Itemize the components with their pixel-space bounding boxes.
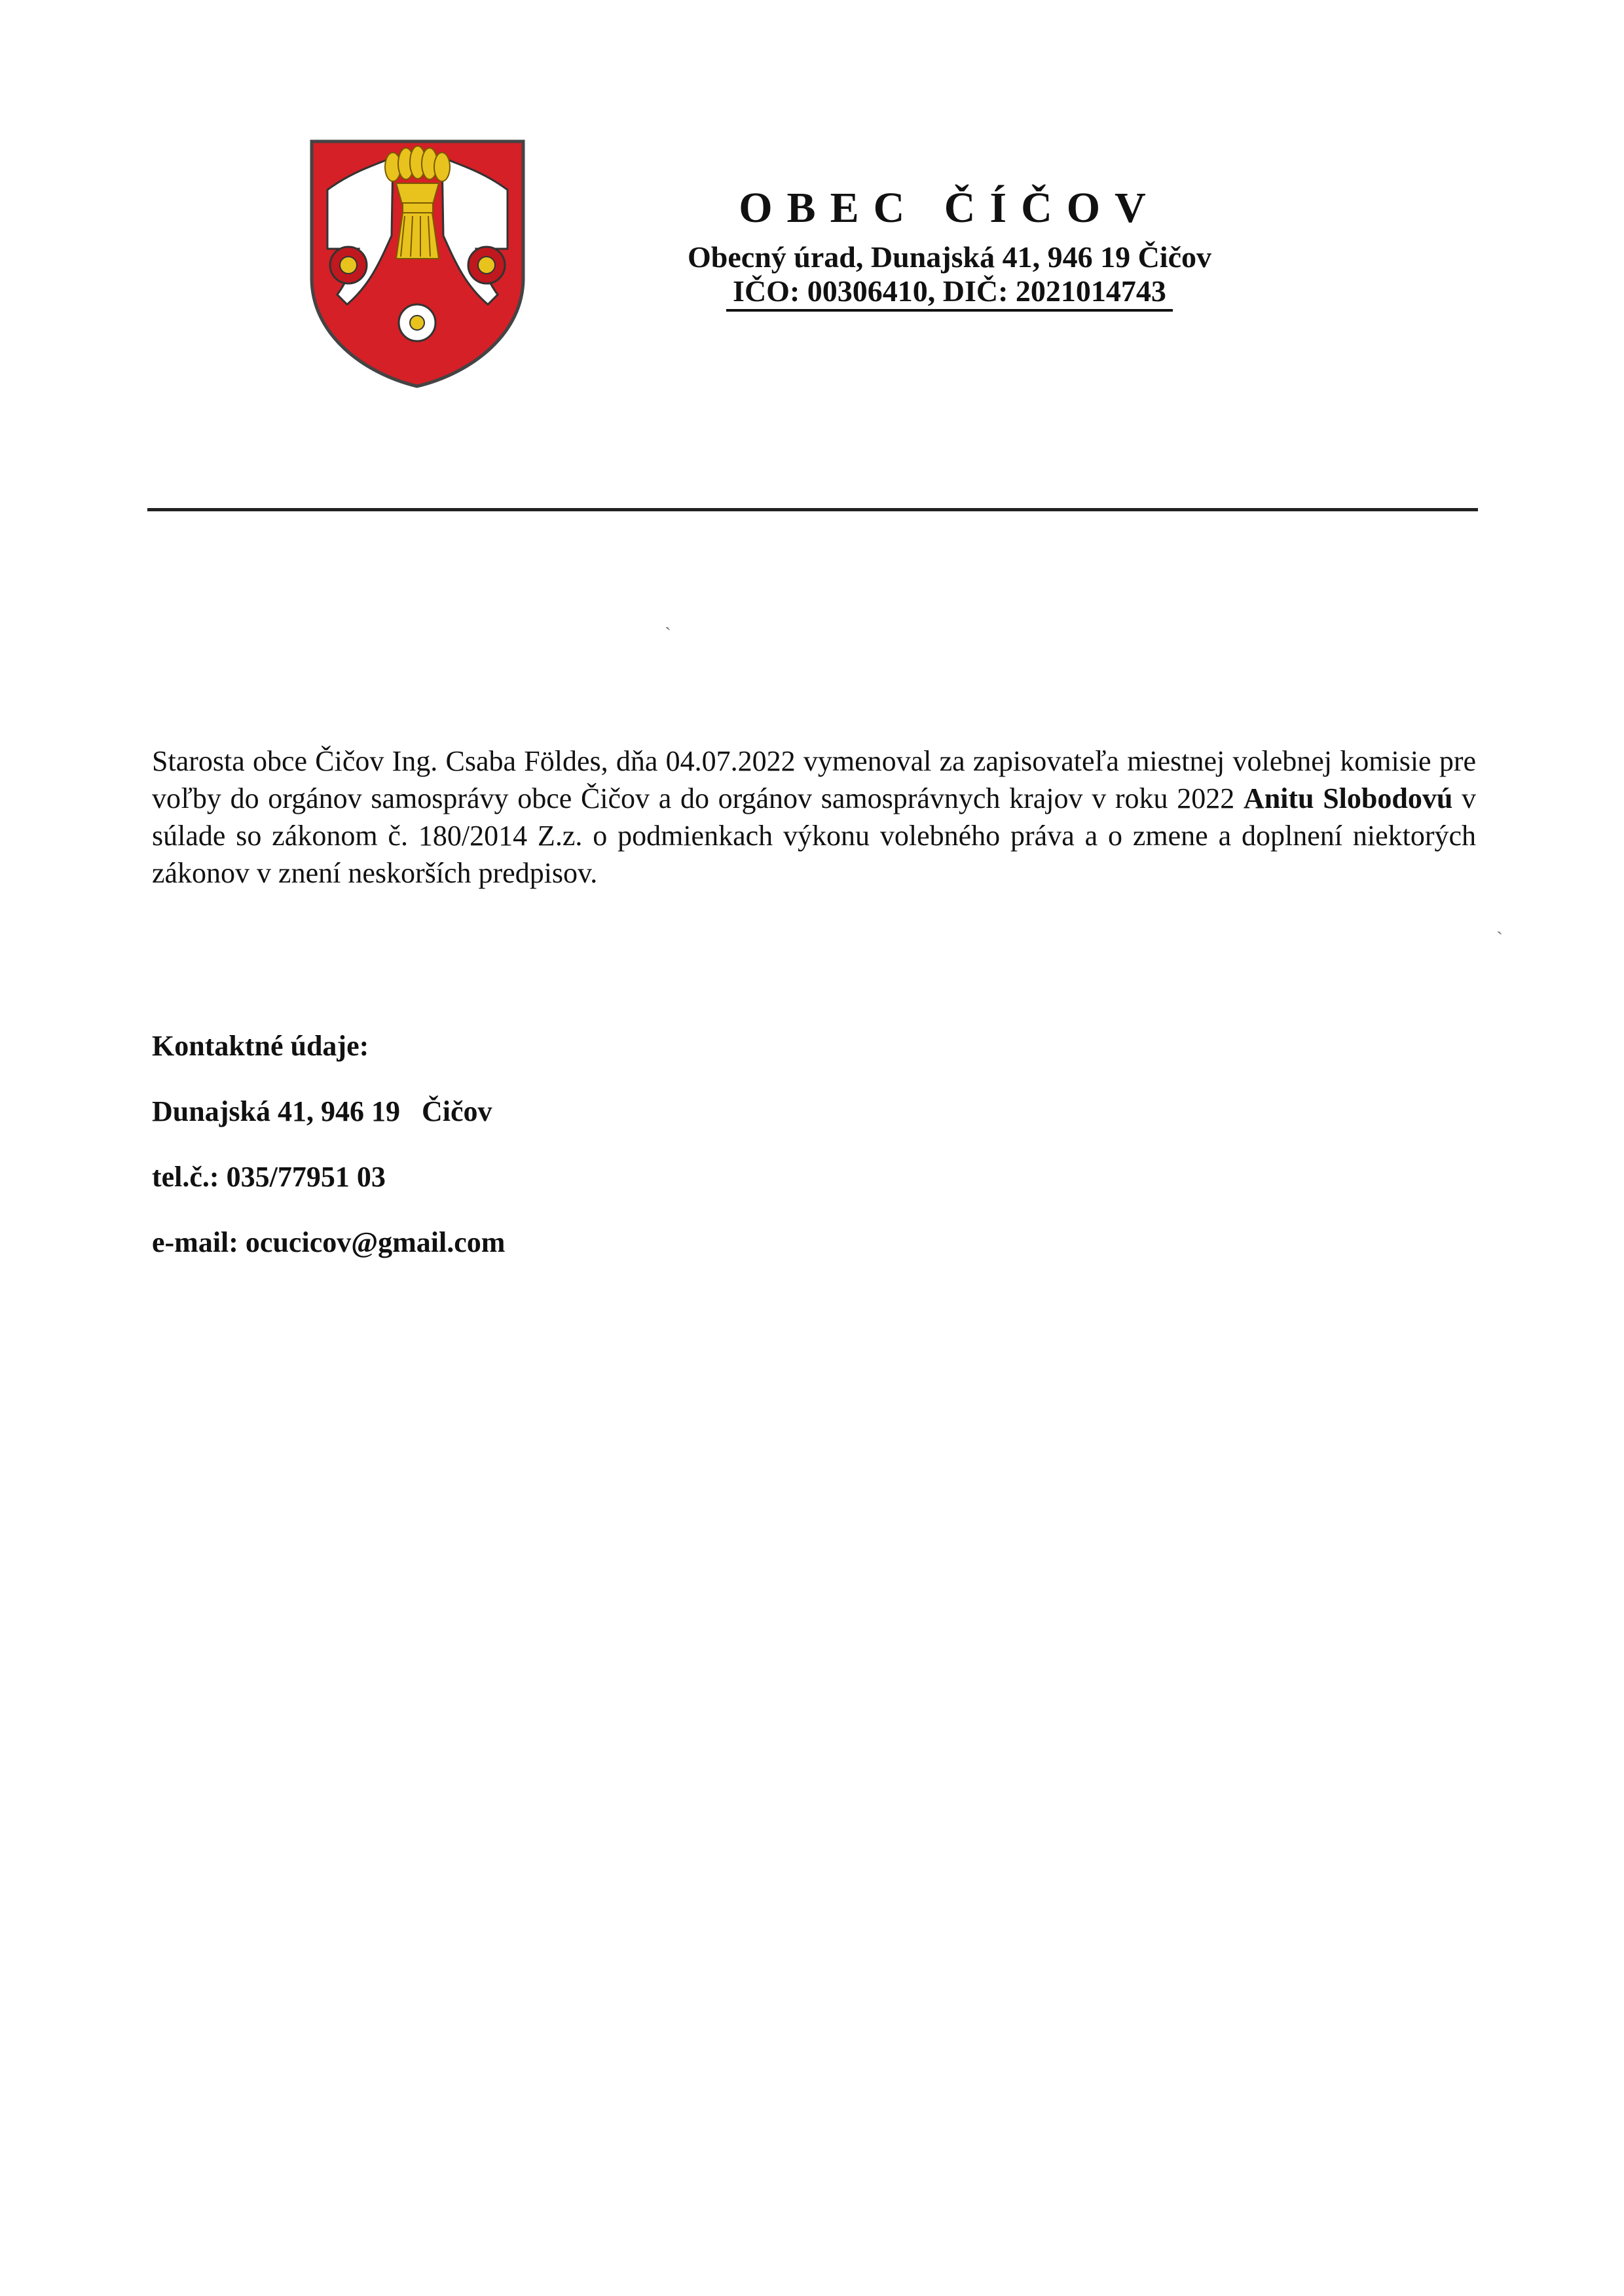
header-divider: [147, 508, 1478, 511]
paragraph-text-end: v súlade so zákonom č. 180/2014 Z.z. o podmienkach výkonu volebného práva a o zmene a doplnení niektorých zákonov v znení neskorších predpisov.: [152, 782, 1476, 889]
paragraph-text-start: Starosta obce Čičov Ing. Csaba Földes, dňa 04.07.2022 vymenoval za zapisovateľa miestnej volebnej komisie pre voľby do orgánov samosprávy obce Čičov a do orgánov samosprávnych krajov v roku 2022: [152, 745, 1476, 814]
contact-email[interactable]: e-mail: ocucicov@gmail.com: [152, 1226, 506, 1258]
company-ids: IČO: 00306410, DIČ: 2021014743: [726, 275, 1173, 312]
contact-heading: Kontaktné údaje:: [152, 1030, 369, 1062]
scan-speck: ˏ: [1496, 913, 1503, 935]
letterhead: [589, 184, 1310, 312]
contact-address: Dunajská 41, 946 19 Čičov: [152, 1095, 492, 1127]
contact-phone: tel.č.: 035/77951 03: [152, 1161, 386, 1193]
appointment-paragraph: [152, 742, 1476, 892]
office-address: Obecný úrad, Dunajská 41, 946 19 Čičov: [688, 240, 1211, 274]
coat-of-arms-emblem: [308, 137, 527, 390]
municipality-title: OBEC ČÍČOV: [739, 184, 1160, 232]
appointee-name: Anitu Slobodovú: [1243, 782, 1453, 814]
contact-block: [152, 1027, 505, 1288]
scan-speck: ˏ: [665, 609, 671, 630]
